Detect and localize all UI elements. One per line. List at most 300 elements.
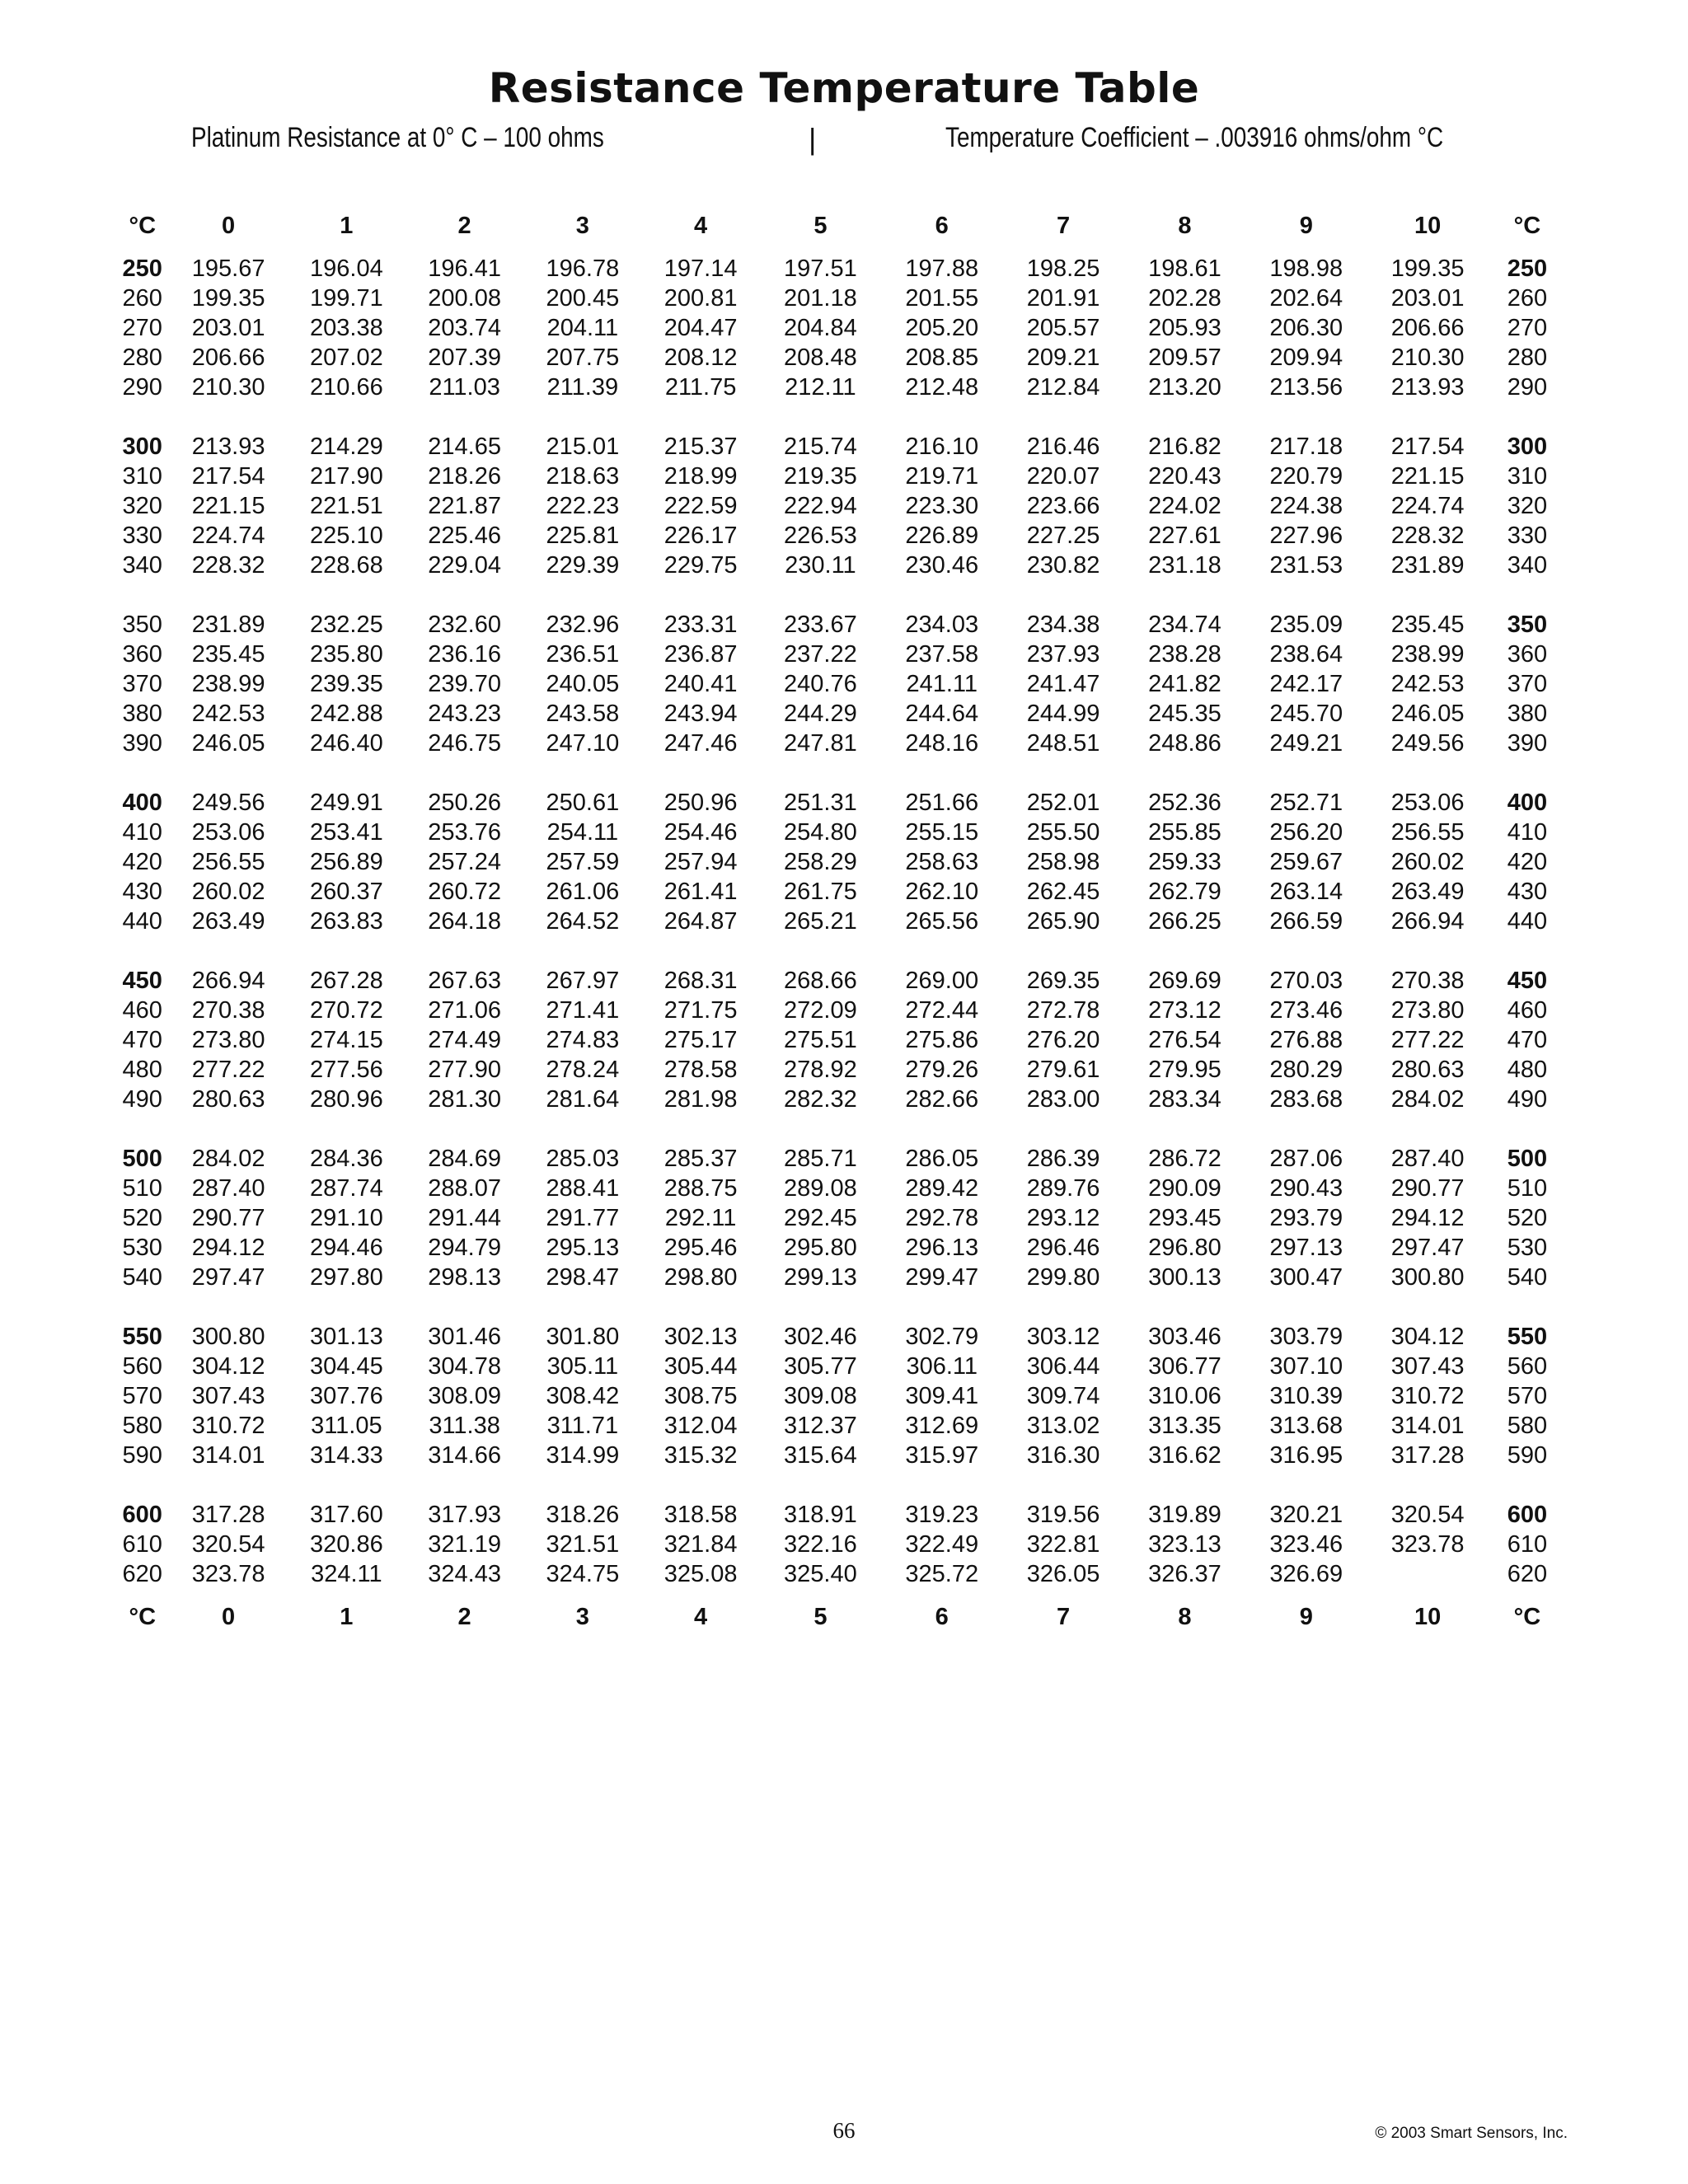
table-row — [115, 1203, 1566, 1233]
resistance-value-cell: 280.63 — [191, 1086, 265, 1113]
temperature-label-right: 470 — [1507, 1027, 1548, 1053]
table-row — [115, 847, 1566, 877]
resistance-value-cell: 245.35 — [1148, 701, 1221, 727]
resistance-value-cell: 284.02 — [191, 1146, 265, 1172]
resistance-value-cell: 314.01 — [191, 1442, 265, 1469]
column-header: 7 — [1057, 213, 1071, 239]
resistance-value-cell: 195.67 — [191, 255, 265, 282]
column-footer: 5 — [814, 1604, 828, 1630]
resistance-value-cell: 251.31 — [784, 790, 857, 816]
resistance-value-cell: 231.89 — [191, 612, 265, 638]
resistance-value-cell: 308.75 — [663, 1383, 738, 1409]
resistance-value-cell: 272.44 — [905, 997, 979, 1024]
resistance-value-cell: 213.93 — [1390, 374, 1465, 401]
resistance-value-cell: 291.10 — [310, 1205, 383, 1231]
resistance-value-cell: 206.66 — [191, 344, 265, 371]
resistance-value-cell: 232.25 — [310, 612, 383, 638]
spacer-cell — [115, 1470, 1566, 1500]
resistance-value-cell: 220.79 — [1269, 463, 1343, 490]
resistance-value-cell: 297.80 — [310, 1264, 383, 1291]
resistance-value-cell: 196.78 — [546, 255, 620, 282]
resistance-value-cell: 275.17 — [663, 1027, 738, 1053]
temperature-label-right: 580 — [1507, 1413, 1548, 1439]
resistance-value-cell: 310.39 — [1269, 1383, 1343, 1409]
resistance-value-cell: 303.12 — [1026, 1324, 1100, 1350]
resistance-value-cell: 300.80 — [1390, 1264, 1465, 1291]
resistance-value-cell: 218.99 — [663, 463, 738, 490]
temperature-label-left: 530 — [122, 1235, 162, 1261]
resistance-value-cell: 284.69 — [428, 1146, 501, 1172]
resistance-value-cell: 207.75 — [546, 344, 620, 371]
resistance-value-cell: 273.12 — [1148, 997, 1221, 1024]
spacer-cell — [115, 402, 1566, 432]
resistance-value-cell: 300.47 — [1269, 1264, 1343, 1291]
resistance-value-cell: 198.25 — [1026, 255, 1100, 282]
resistance-value-cell: 278.92 — [784, 1057, 857, 1083]
resistance-value-cell: 264.87 — [663, 908, 738, 935]
page-title: Resistance Temperature Table — [488, 64, 1200, 112]
resistance-value-cell: 326.05 — [1026, 1561, 1100, 1587]
resistance-value-cell: 283.00 — [1026, 1086, 1100, 1113]
resistance-value-cell: 252.71 — [1269, 790, 1343, 816]
resistance-value-cell: 306.44 — [1026, 1353, 1100, 1380]
table-row — [115, 521, 1566, 551]
temperature-label-right: 590 — [1507, 1442, 1548, 1469]
resistance-value-cell: 236.16 — [428, 641, 501, 668]
resistance-value-cell: 313.35 — [1148, 1413, 1221, 1439]
resistance-value-cell: 293.79 — [1269, 1205, 1343, 1231]
resistance-value-cell: 305.77 — [784, 1353, 857, 1380]
resistance-value-cell: 226.89 — [905, 523, 979, 549]
resistance-value-cell: 308.42 — [546, 1383, 620, 1409]
resistance-value-cell: 304.78 — [428, 1353, 501, 1380]
resistance-value-cell: 260.02 — [1390, 849, 1465, 875]
resistance-value-cell: 241.82 — [1148, 671, 1221, 697]
resistance-value-cell: 205.20 — [905, 315, 979, 341]
resistance-value-cell: 297.13 — [1269, 1235, 1343, 1261]
column-footer: 10 — [1414, 1604, 1442, 1630]
resistance-value-cell: 281.98 — [663, 1086, 738, 1113]
resistance-value-cell: 297.47 — [191, 1264, 265, 1291]
resistance-value-cell: 248.86 — [1148, 730, 1221, 757]
resistance-value-cell: 306.11 — [906, 1353, 978, 1380]
resistance-value-cell: 216.10 — [905, 434, 979, 460]
table-row — [115, 373, 1566, 402]
group-spacer-row — [115, 1114, 1566, 1144]
group-spacer-row — [115, 402, 1566, 432]
table-row — [115, 1233, 1566, 1263]
resistance-value-cell: 204.84 — [784, 315, 857, 341]
resistance-value-cell: 299.13 — [784, 1264, 857, 1291]
resistance-value-cell: 237.22 — [784, 641, 857, 668]
temperature-label-left: 340 — [122, 552, 162, 579]
resistance-value-cell: 210.30 — [191, 374, 265, 401]
resistance-value-cell: 257.24 — [428, 849, 501, 875]
resistance-value-cell: 257.94 — [663, 849, 738, 875]
resistance-value-cell: 283.34 — [1148, 1086, 1221, 1113]
resistance-value-cell: 260.37 — [310, 879, 383, 905]
resistance-value-cell: 252.36 — [1148, 790, 1221, 816]
column-footer: 8 — [1178, 1604, 1192, 1630]
temperature-label-right: 350 — [1507, 612, 1548, 638]
resistance-value-cell: 238.99 — [191, 671, 265, 697]
table-row — [115, 1085, 1566, 1114]
temperature-label-right: 260 — [1507, 285, 1548, 312]
resistance-value-cell: 270.38 — [191, 997, 265, 1024]
resistance-value-cell: 286.39 — [1026, 1146, 1100, 1172]
resistance-value-cell: 263.49 — [1390, 879, 1465, 905]
resistance-value-cell: 213.93 — [191, 434, 265, 460]
resistance-value-cell: 227.96 — [1269, 523, 1343, 549]
resistance-value-cell: 222.59 — [663, 493, 738, 519]
resistance-value-cell: 223.66 — [1026, 493, 1100, 519]
resistance-value-cell: 299.47 — [905, 1264, 979, 1291]
resistance-value-cell: 272.09 — [784, 997, 857, 1024]
temperature-label-left: 360 — [122, 641, 162, 668]
column-header: 0 — [222, 213, 236, 239]
resistance-value-cell: 324.43 — [428, 1561, 501, 1587]
resistance-value-cell: 243.94 — [663, 701, 738, 727]
temperature-label-left: 410 — [122, 819, 162, 846]
resistance-value-cell: 218.63 — [546, 463, 620, 490]
resistance-value-cell: 290.43 — [1269, 1175, 1343, 1202]
temperature-label-right: 460 — [1507, 997, 1548, 1024]
resistance-value-cell: 204.47 — [663, 315, 738, 341]
resistance-value-cell: 325.40 — [784, 1561, 857, 1587]
resistance-value-cell: 314.99 — [546, 1442, 620, 1469]
resistance-value-cell: 203.01 — [1390, 285, 1465, 312]
resistance-value-cell: 311.71 — [546, 1413, 619, 1439]
resistance-value-cell: 265.21 — [784, 908, 857, 935]
resistance-value-cell: 312.37 — [784, 1413, 857, 1439]
resistance-value-cell: 223.30 — [905, 493, 979, 519]
resistance-value-cell: 228.68 — [310, 552, 383, 579]
resistance-value-cell: 323.46 — [1269, 1531, 1343, 1558]
temperature-label-right: 320 — [1507, 493, 1548, 519]
resistance-value-cell: 301.46 — [428, 1324, 501, 1350]
resistance-value-cell: 234.38 — [1026, 612, 1100, 638]
temperature-label-left: 320 — [122, 493, 162, 519]
spacer-cell — [115, 758, 1566, 788]
resistance-value-cell: 265.56 — [905, 908, 979, 935]
resistance-value-cell: 263.14 — [1269, 879, 1343, 905]
temperature-label-right: 400 — [1507, 790, 1548, 816]
resistance-value-cell: 236.87 — [663, 641, 738, 668]
resistance-value-cell: 221.87 — [428, 493, 501, 519]
resistance-value-cell: 300.13 — [1148, 1264, 1221, 1291]
resistance-value-cell: 276.54 — [1148, 1027, 1221, 1053]
resistance-value-cell: 289.42 — [905, 1175, 979, 1202]
table-body — [115, 242, 1566, 1589]
resistance-value-cell: 206.66 — [1390, 315, 1465, 341]
resistance-value-cell: 287.40 — [1390, 1146, 1465, 1172]
resistance-value-cell: 209.21 — [1026, 344, 1100, 371]
resistance-value-cell: 296.13 — [905, 1235, 979, 1261]
resistance-value-cell: 198.98 — [1269, 255, 1343, 282]
resistance-value-cell: 255.50 — [1026, 819, 1100, 846]
resistance-value-cell: 322.81 — [1026, 1531, 1100, 1558]
table-row — [115, 1441, 1566, 1470]
resistance-value-cell: 221.51 — [310, 493, 383, 519]
resistance-value-cell: 197.51 — [784, 255, 857, 282]
temperature-label-left: 500 — [122, 1146, 162, 1172]
temperature-label-right: 510 — [1507, 1175, 1548, 1202]
resistance-value-cell: 199.35 — [1390, 255, 1465, 282]
resistance-value-cell: 249.91 — [310, 790, 383, 816]
temperature-label-right: 330 — [1507, 523, 1548, 549]
resistance-value-cell: 277.90 — [428, 1057, 501, 1083]
temperature-label-left: 520 — [122, 1205, 162, 1231]
resistance-value-cell: 199.71 — [310, 285, 383, 312]
resistance-value-cell: 220.43 — [1148, 463, 1221, 490]
resistance-value-cell: 269.69 — [1148, 968, 1221, 994]
resistance-value-cell: 292.11 — [664, 1205, 737, 1231]
resistance-value-cell: 228.32 — [1390, 523, 1465, 549]
column-header: 9 — [1299, 213, 1313, 239]
resistance-value-cell: 303.46 — [1148, 1324, 1221, 1350]
resistance-value-cell: 225.81 — [546, 523, 620, 549]
resistance-value-cell: 275.51 — [784, 1027, 857, 1053]
resistance-value-cell: 238.64 — [1269, 641, 1343, 668]
resistance-value-cell: 325.08 — [663, 1561, 738, 1587]
header-row — [115, 209, 1566, 242]
table-row — [115, 877, 1566, 907]
resistance-value-cell: 218.26 — [428, 463, 501, 490]
resistance-value-cell: 247.81 — [784, 730, 857, 757]
resistance-value-cell: 201.55 — [905, 285, 979, 312]
column-footer: 7 — [1057, 1604, 1071, 1630]
resistance-value-cell: 257.59 — [546, 849, 620, 875]
temperature-label-left: 400 — [122, 790, 162, 816]
column-footer: 4 — [694, 1604, 708, 1630]
group-spacer-row — [115, 1470, 1566, 1500]
resistance-value-cell: 230.11 — [785, 552, 856, 579]
resistance-value-cell: 222.23 — [546, 493, 620, 519]
resistance-value-cell: 284.02 — [1390, 1086, 1465, 1113]
resistance-value-cell: 225.10 — [310, 523, 383, 549]
temperature-label-right: 520 — [1507, 1205, 1548, 1231]
resistance-value-cell: 326.37 — [1148, 1561, 1221, 1587]
resistance-value-cell: 208.48 — [784, 344, 857, 371]
resistance-value-cell: 246.75 — [428, 730, 501, 757]
table-row — [115, 788, 1566, 818]
resistance-value-cell: 207.39 — [428, 344, 501, 371]
resistance-value-cell: 321.84 — [663, 1531, 738, 1558]
resistance-value-cell: 196.04 — [310, 255, 383, 282]
resistance-value-cell: 274.49 — [428, 1027, 501, 1053]
resistance-value-cell: 326.69 — [1269, 1561, 1343, 1587]
table-row — [115, 640, 1566, 669]
resistance-value-cell: 216.82 — [1148, 434, 1221, 460]
column-footer: 0 — [222, 1604, 236, 1630]
resistance-value-cell: 235.09 — [1269, 612, 1343, 638]
resistance-value-cell: 210.66 — [310, 374, 383, 401]
resistance-value-cell: 292.45 — [784, 1205, 857, 1231]
temperature-label-left: 600 — [122, 1502, 162, 1528]
resistance-value-cell: 251.66 — [905, 790, 979, 816]
resistance-value-cell: 242.53 — [191, 701, 265, 727]
resistance-value-cell: 271.41 — [546, 997, 620, 1024]
resistance-value-cell: 244.99 — [1026, 701, 1100, 727]
temperature-label-right: 480 — [1507, 1057, 1548, 1083]
resistance-value-cell: 294.12 — [191, 1235, 265, 1261]
group-spacer-row — [115, 580, 1566, 610]
resistance-value-cell: 206.30 — [1269, 315, 1343, 341]
resistance-value-cell: 269.35 — [1026, 968, 1100, 994]
resistance-value-cell: 256.55 — [191, 849, 265, 875]
resistance-value-cell: 275.86 — [905, 1027, 979, 1053]
resistance-value-cell: 300.80 — [191, 1324, 265, 1350]
resistance-value-cell: 233.67 — [784, 612, 857, 638]
resistance-value-cell: 234.03 — [905, 612, 979, 638]
resistance-value-cell: 227.25 — [1026, 523, 1100, 549]
resistance-value-cell: 318.91 — [784, 1502, 857, 1528]
resistance-value-cell: 278.58 — [663, 1057, 738, 1083]
footer-header-row — [115, 1601, 1566, 1633]
resistance-value-cell: 240.05 — [546, 671, 620, 697]
column-header: 3 — [575, 213, 589, 239]
resistance-value-cell: 270.72 — [310, 997, 383, 1024]
table-row — [115, 491, 1566, 521]
column-header: 5 — [814, 213, 828, 239]
resistance-value-cell: 253.76 — [428, 819, 501, 846]
spacer-cell — [115, 1292, 1566, 1322]
resistance-value-cell: 259.67 — [1269, 849, 1343, 875]
table-row — [115, 1352, 1566, 1381]
table-row — [115, 966, 1566, 996]
resistance-value-cell: 294.12 — [1390, 1205, 1465, 1231]
table-row — [115, 1530, 1566, 1559]
column-footer: 1 — [340, 1604, 354, 1630]
temperature-label-right: 300 — [1507, 434, 1548, 460]
temperature-label-right: 250 — [1507, 255, 1548, 282]
resistance-value-cell: 266.59 — [1269, 908, 1343, 935]
temperature-label-right: 440 — [1507, 908, 1548, 935]
resistance-value-cell: 273.46 — [1269, 997, 1343, 1024]
resistance-value-cell: 197.88 — [905, 255, 979, 282]
resistance-value-cell: 273.80 — [191, 1027, 265, 1053]
resistance-value-cell: 224.38 — [1269, 493, 1343, 519]
temperature-label-left: 460 — [122, 997, 162, 1024]
resistance-value-cell: 249.56 — [1390, 730, 1465, 757]
resistance-value-cell: 240.41 — [663, 671, 738, 697]
resistance-value-cell: 222.94 — [784, 493, 857, 519]
resistance-value-cell: 323.78 — [191, 1561, 265, 1587]
resistance-value-cell: 261.06 — [546, 879, 620, 905]
resistance-value-cell: 237.93 — [1026, 641, 1100, 668]
resistance-value-cell: 318.58 — [663, 1502, 738, 1528]
resistance-value-cell: 205.57 — [1026, 315, 1100, 341]
resistance-value-cell: 270.03 — [1269, 968, 1343, 994]
resistance-value-cell: 262.79 — [1148, 879, 1221, 905]
resistance-value-cell: 276.20 — [1026, 1027, 1100, 1053]
resistance-value-cell: 313.02 — [1026, 1413, 1100, 1439]
resistance-value-cell: 201.18 — [784, 285, 857, 312]
resistance-value-cell: 217.18 — [1269, 434, 1343, 460]
temperature-label-right: 280 — [1507, 344, 1548, 371]
resistance-value-cell: 234.74 — [1148, 612, 1221, 638]
temperature-label-right: 360 — [1507, 641, 1548, 668]
resistance-value-cell: 202.28 — [1148, 285, 1221, 312]
table-row — [115, 462, 1566, 491]
spacer-cell — [115, 242, 1566, 254]
temperature-label-left: 280 — [122, 344, 162, 371]
resistance-value-cell: 285.03 — [546, 1146, 620, 1172]
temperature-label-left: 590 — [122, 1442, 162, 1469]
resistance-value-cell: 216.46 — [1026, 434, 1100, 460]
resistance-value-cell: 242.17 — [1269, 671, 1343, 697]
resistance-value-cell: 270.38 — [1390, 968, 1465, 994]
resistance-value-cell: 321.19 — [428, 1531, 501, 1558]
temperature-label-left: 450 — [122, 968, 162, 994]
column-footer: °C — [1513, 1604, 1541, 1630]
resistance-value-cell: 296.46 — [1026, 1235, 1100, 1261]
resistance-value-cell: 303.79 — [1269, 1324, 1343, 1350]
temperature-label-left: 380 — [122, 701, 162, 727]
resistance-value-cell: 280.96 — [310, 1086, 383, 1113]
column-header: °C — [1513, 213, 1541, 239]
resistance-value-cell: 289.08 — [784, 1175, 857, 1202]
resistance-value-cell: 219.35 — [784, 463, 857, 490]
resistance-value-cell: 310.72 — [1390, 1383, 1465, 1409]
resistance-value-cell: 292.78 — [905, 1205, 979, 1231]
resistance-value-cell: 317.60 — [310, 1502, 383, 1528]
group-spacer-row — [115, 242, 1566, 254]
resistance-value-cell: 315.32 — [663, 1442, 738, 1469]
resistance-value-cell: 307.43 — [191, 1383, 265, 1409]
temperature-label-right: 570 — [1507, 1383, 1548, 1409]
temperature-label-left: 510 — [122, 1175, 162, 1202]
resistance-value-cell: 322.16 — [784, 1531, 857, 1558]
resistance-value-cell: 307.43 — [1390, 1353, 1465, 1380]
resistance-value-cell: 260.02 — [191, 879, 265, 905]
resistance-value-cell: 312.69 — [905, 1413, 979, 1439]
resistance-value-cell: 277.22 — [1390, 1027, 1465, 1053]
temperature-label-left: 610 — [122, 1531, 162, 1558]
resistance-value-cell: 319.56 — [1026, 1502, 1100, 1528]
resistance-value-cell: 310.06 — [1148, 1383, 1221, 1409]
resistance-value-cell: 230.46 — [905, 552, 979, 579]
resistance-value-cell: 295.13 — [546, 1235, 620, 1261]
resistance-value-cell: 205.93 — [1148, 315, 1221, 341]
copyright-notice: © 2003 Smart Sensors, Inc. — [1375, 2125, 1568, 2142]
resistance-value-cell: 302.46 — [784, 1324, 857, 1350]
resistance-value-cell: 224.74 — [1390, 493, 1465, 519]
resistance-value-cell: 304.45 — [310, 1353, 383, 1380]
resistance-value-cell: 319.89 — [1148, 1502, 1221, 1528]
resistance-value-cell: 267.63 — [428, 968, 501, 994]
temperature-label-left: 250 — [122, 255, 162, 282]
resistance-value-cell: 301.13 — [310, 1324, 383, 1350]
temperature-label-left: 260 — [122, 285, 162, 312]
resistance-value-cell: 224.74 — [191, 523, 265, 549]
temperature-label-left: 420 — [122, 849, 162, 875]
resistance-value-cell: 221.15 — [191, 493, 265, 519]
temperature-label-right: 620 — [1507, 1561, 1548, 1587]
temperature-label-left: 290 — [122, 374, 162, 401]
resistance-value-cell: 318.26 — [546, 1502, 620, 1528]
resistance-value-cell: 266.94 — [1390, 908, 1465, 935]
table-row — [115, 1263, 1566, 1292]
table-row — [115, 551, 1566, 580]
resistance-value-cell: 298.47 — [546, 1264, 620, 1291]
temperature-label-right: 270 — [1507, 315, 1548, 341]
temperature-label-right: 450 — [1507, 968, 1548, 994]
resistance-value-cell: 281.30 — [428, 1086, 501, 1113]
column-header: 4 — [694, 213, 708, 239]
resistance-value-cell: 323.13 — [1148, 1531, 1221, 1558]
resistance-value-cell: 273.80 — [1390, 997, 1465, 1024]
